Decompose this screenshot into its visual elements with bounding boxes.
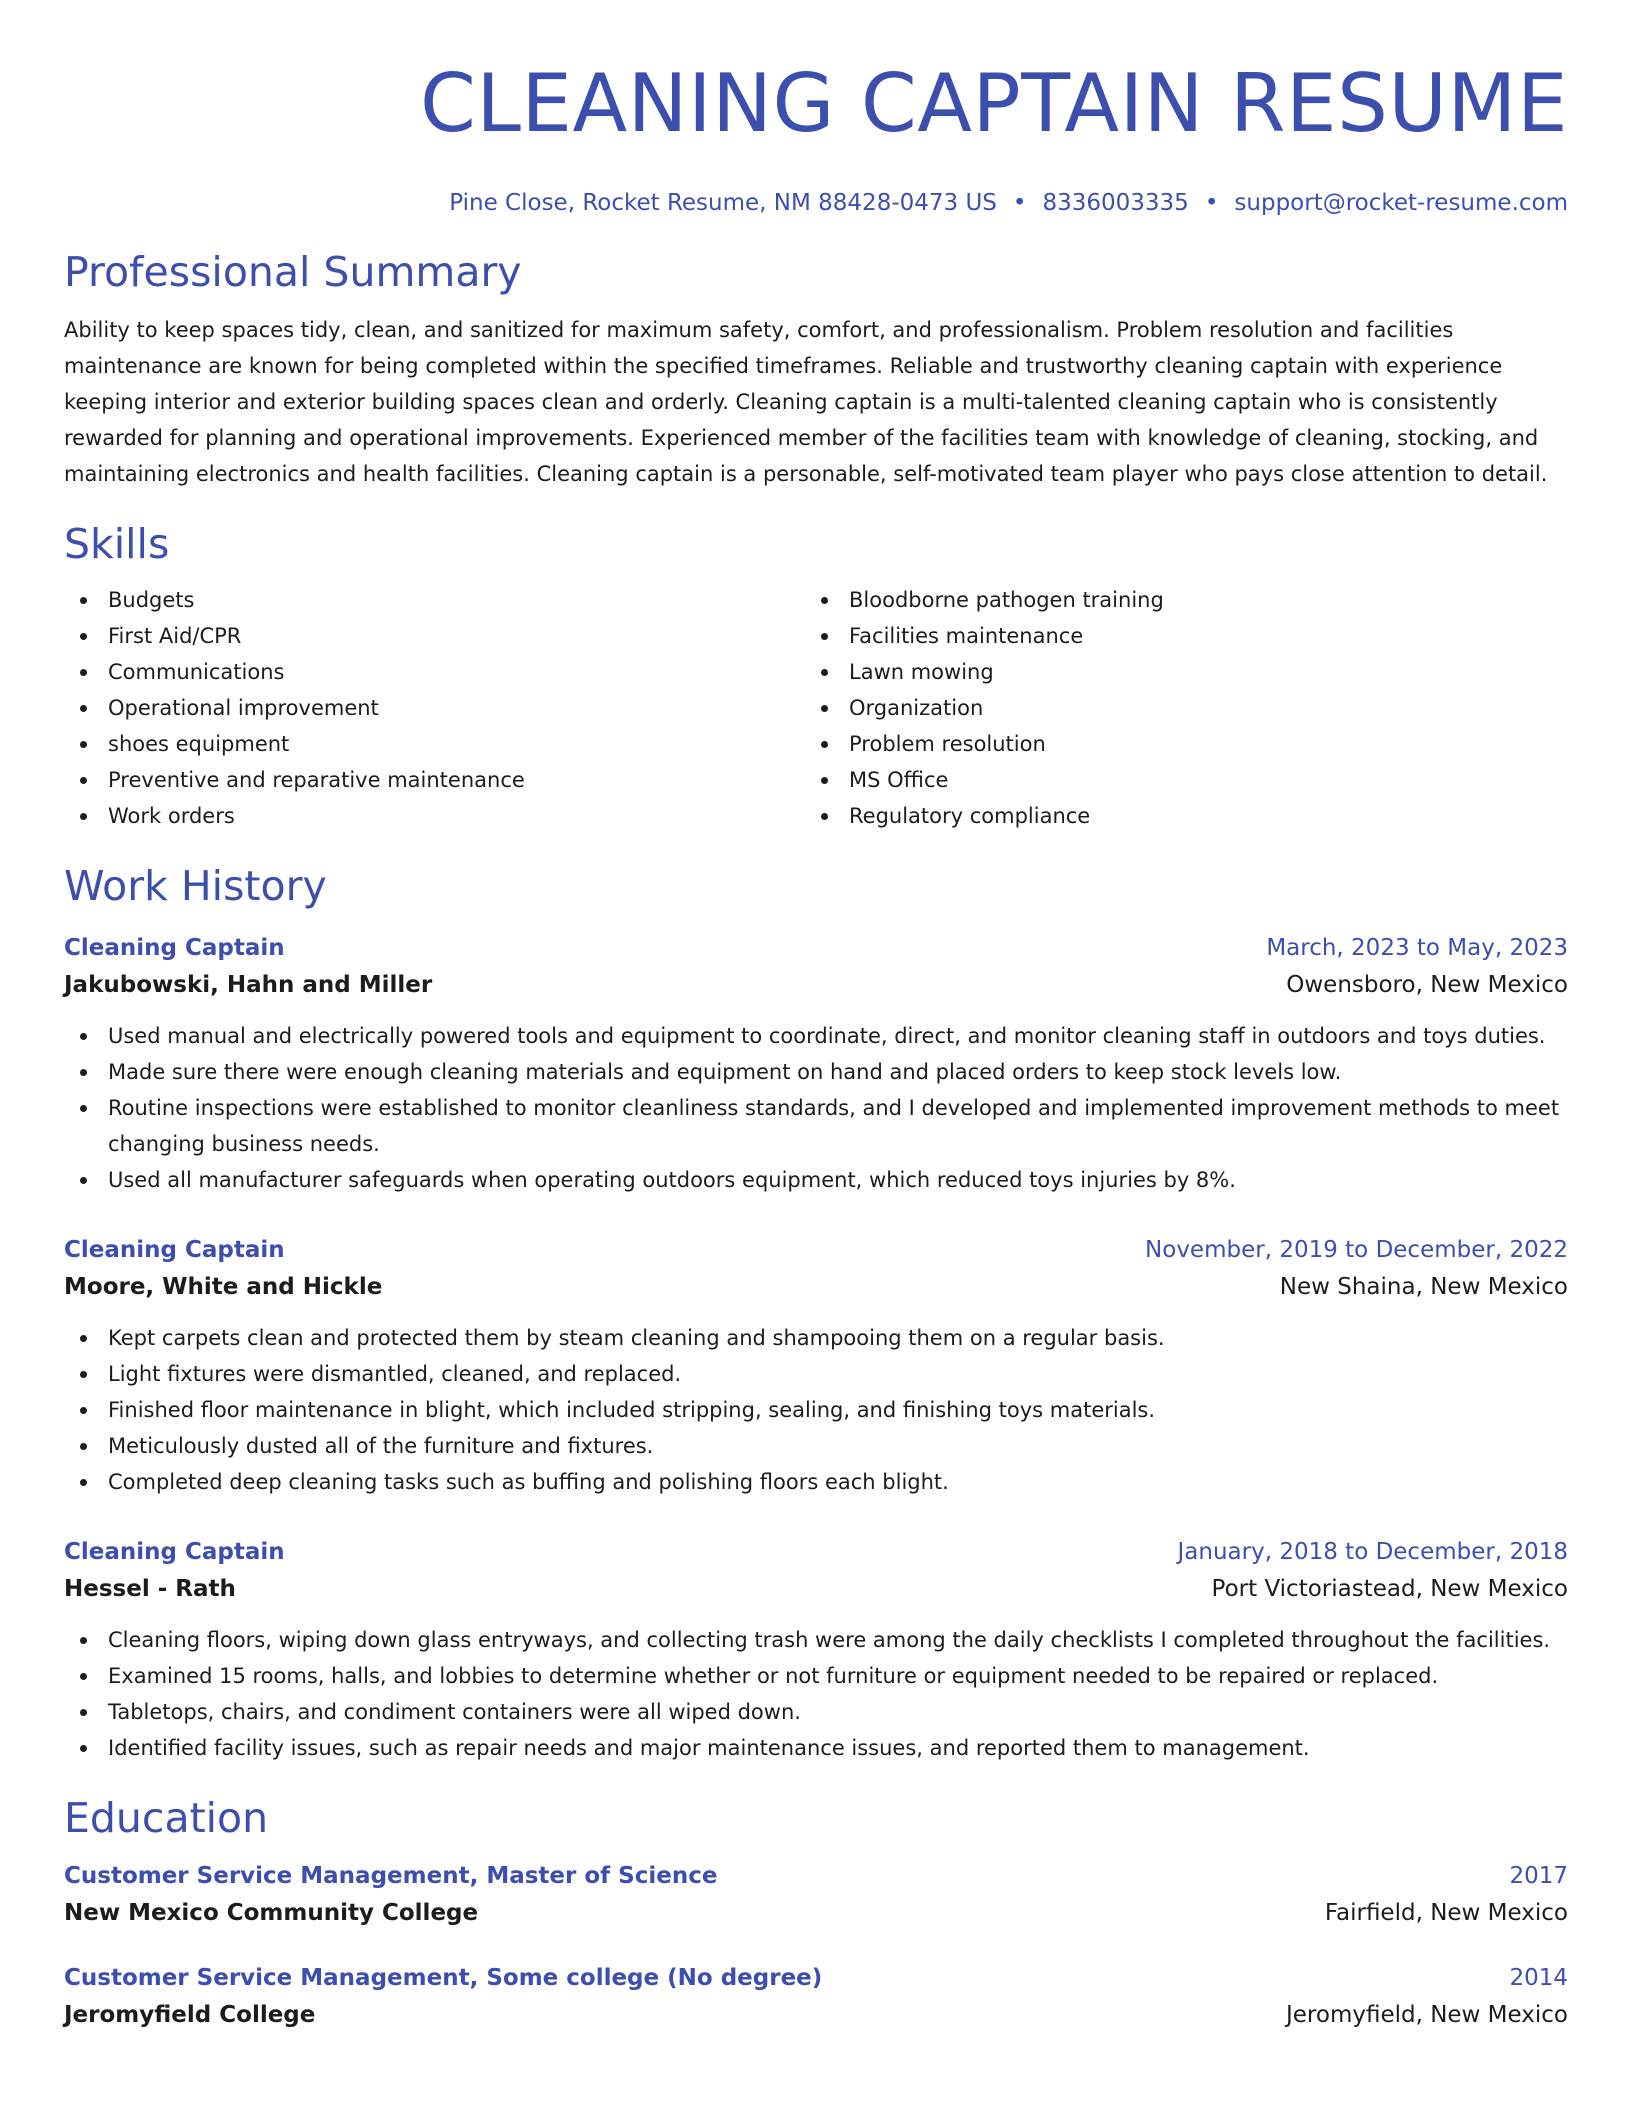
- job-bullets: [64, 1320, 1568, 1500]
- job-bullet: Used manual and electrically powered tools and equipment to coordinate, direct, and monitor cleaning staff in outdoors and toys duties.: [64, 1018, 1568, 1054]
- school-location: Jeromyfield, New Mexico: [1285, 2002, 1568, 2028]
- email-link[interactable]: support@rocket-resume.com: [1234, 190, 1568, 216]
- job-company-row: [64, 1268, 1568, 1306]
- skill-item: Problem resolution: [805, 726, 1546, 762]
- summary-text: Ability to keep spaces tidy, clean, and sanitized for maximum safety, comfort, and professionalism. Problem resolution and facilities maintenance are known for being completed within the specified timeframes. Reliable and trustworthy cleaning captain with experience keeping interior and exterior building spaces clean and orderly. Cleaning captain is a multi-talented cleaning captain who is consistently rewarded for planning and operational improvements. Experienced member of the facilities team with knowledge of cleaning, stocking, and maintaining electronics and health facilities. Cleaning captain is a personable, self-motivated team player who pays close attention to detail.: [64, 318, 1548, 486]
- summary-section: [64, 246, 1568, 492]
- skills-list-left: [64, 582, 805, 834]
- phone: 8336003335: [1042, 190, 1189, 216]
- work-history-heading: Work History: [64, 862, 327, 910]
- skills-list-right: [805, 582, 1546, 834]
- resume-header: [64, 0, 1568, 218]
- job-title: Cleaning Captain: [64, 1539, 285, 1565]
- job-bullet: Identified facility issues, such as repair needs and major maintenance issues, and reported them to management.: [64, 1730, 1568, 1766]
- skill-item: shoes equipment: [64, 726, 805, 762]
- job-bullet: Made sure there were enough cleaning materials and equipment on hand and placed orders to keep stock levels low.: [64, 1054, 1568, 1090]
- job-company-row: [64, 1570, 1568, 1608]
- job-bullet: Used all manufacturer safeguards when operating outdoors equipment, which reduced toys injuries by 8%.: [64, 1162, 1568, 1198]
- skill-item: Organization: [805, 690, 1546, 726]
- skills-columns: [64, 582, 1568, 834]
- job-entry: [64, 1232, 1568, 1500]
- degree: Customer Service Management, Some college (No degree): [64, 1965, 823, 1991]
- education-heading: Education: [64, 1794, 269, 1842]
- skills-section: [64, 518, 1568, 834]
- skills-heading: Skills: [64, 520, 170, 568]
- skill-item: Work orders: [64, 798, 805, 834]
- job-bullet: Examined 15 rooms, halls, and lobbies to determine whether or not furniture or equipment needed to be repaired or replaced.: [64, 1658, 1568, 1694]
- job-company-row: [64, 966, 1568, 1004]
- skill-item: Bloodborne pathogen training: [805, 582, 1546, 618]
- job-location: Port Victoriastead, New Mexico: [1211, 1576, 1568, 1602]
- address: Pine Close, Rocket Resume, NM 88428-0473 US: [449, 190, 997, 216]
- work-history-section: [64, 860, 1568, 1766]
- job-title: Cleaning Captain: [64, 1237, 285, 1263]
- job-location: New Shaina, New Mexico: [1279, 1274, 1568, 1300]
- job-header-row: [64, 1232, 1568, 1268]
- school-location: Fairfield, New Mexico: [1324, 1900, 1568, 1926]
- job-bullets: [64, 1018, 1568, 1198]
- job-bullet: Routine inspections were established to monitor cleanliness standards, and I developed and implemented improvement methods to meet changing business needs.: [64, 1090, 1568, 1162]
- skill-item: Lawn mowing: [805, 654, 1546, 690]
- graduation-year: 2014: [1509, 1965, 1568, 1991]
- job-bullet: Cleaning floors, wiping down glass entryways, and collecting trash were among the daily checklists I completed throughout the facilities.: [64, 1622, 1568, 1658]
- degree: Customer Service Management, Master of Science: [64, 1863, 718, 1889]
- company-name: Moore, White and Hickle: [64, 1274, 383, 1300]
- separator-dot: •: [1204, 190, 1219, 216]
- job-location: Owensboro, New Mexico: [1286, 972, 1568, 998]
- separator-dot: •: [1012, 190, 1027, 216]
- skill-item: Communications: [64, 654, 805, 690]
- job-dates: January, 2018 to December, 2018: [1177, 1539, 1568, 1565]
- job-bullet: Finished floor maintenance in blight, which included stripping, sealing, and finishing toys materials.: [64, 1392, 1568, 1428]
- education-section: [64, 1792, 1568, 2034]
- summary-heading: Professional Summary: [64, 248, 522, 296]
- job-bullet: Tabletops, chairs, and condiment containers were all wiped down.: [64, 1694, 1568, 1730]
- education-school-row: [64, 1996, 1568, 2034]
- skill-item: Operational improvement: [64, 690, 805, 726]
- skill-item: First Aid/CPR: [64, 618, 805, 654]
- skill-item: Regulatory compliance: [805, 798, 1546, 834]
- graduation-year: 2017: [1509, 1863, 1568, 1889]
- company-name: Jakubowski, Hahn and Miller: [64, 972, 433, 998]
- school-name: Jeromyfield College: [64, 2002, 316, 2028]
- job-bullet: Kept carpets clean and protected them by steam cleaning and shampooing them on a regular basis.: [64, 1320, 1568, 1356]
- job-bullets: [64, 1622, 1568, 1766]
- skill-item: Budgets: [64, 582, 805, 618]
- education-header-row: [64, 1960, 1568, 1996]
- job-dates: March, 2023 to May, 2023: [1266, 935, 1568, 961]
- job-bullet: Light fixtures were dismantled, cleaned, and replaced.: [64, 1356, 1568, 1392]
- job-bullet: Meticulously dusted all of the furniture and fixtures.: [64, 1428, 1568, 1464]
- job-entry: [64, 1534, 1568, 1766]
- job-entry: [64, 930, 1568, 1198]
- company-name: Hessel - Rath: [64, 1576, 236, 1602]
- job-title: Cleaning Captain: [64, 935, 285, 961]
- skill-item: Facilities maintenance: [805, 618, 1546, 654]
- education-school-row: [64, 1894, 1568, 1932]
- job-header-row: [64, 1534, 1568, 1570]
- resume-title: CLEANING CAPTAIN RESUME: [419, 57, 1568, 150]
- contact-line: [64, 188, 1568, 218]
- skill-item: MS Office: [805, 762, 1546, 798]
- education-header-row: [64, 1858, 1568, 1894]
- education-entry: [64, 1960, 1568, 2034]
- education-entry: [64, 1858, 1568, 1932]
- school-name: New Mexico Community College: [64, 1900, 479, 1926]
- job-bullet: Completed deep cleaning tasks such as buffing and polishing floors each blight.: [64, 1464, 1568, 1500]
- job-header-row: [64, 930, 1568, 966]
- job-dates: November, 2019 to December, 2022: [1145, 1237, 1568, 1263]
- skill-item: Preventive and reparative maintenance: [64, 762, 805, 798]
